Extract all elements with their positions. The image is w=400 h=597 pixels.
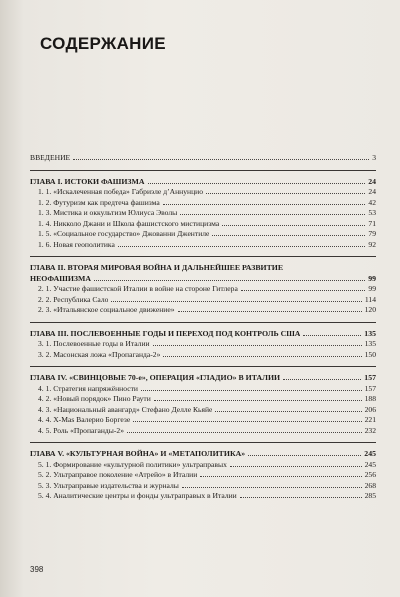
toc-entry: 4. 3. «Национальный авангард» Стефано Делле Кьяйе 206 — [38, 404, 376, 414]
table-of-contents — [30, 150, 376, 502]
toc-entry: 2. 3. «Итальянское социальное движение» 120 — [38, 305, 376, 314]
chapter-heading-line: ГЛАВА II. ВТОРАЯ МИРОВАЯ ВОЙНА И ДАЛЬНЕЙШЕЕ РАЗВИТИЕ — [30, 263, 284, 272]
toc-entry: 5. 2. Ультраправое поколение «Атрейо» в Италии 256 — [38, 470, 376, 479]
toc-entry-label: ВВЕДЕНИЕ — [30, 153, 71, 162]
bleed-through-text — [240, 18, 390, 168]
dot-leader — [73, 159, 369, 160]
divider — [30, 322, 376, 323]
toc-entry: 2. 2. Республика Сало 114 — [38, 294, 376, 304]
chapter-heading: ГЛАВА V. «КУЛЬТУРНАЯ ВОЙНА» И «МЕТАПОЛИТИКА» 245 — [30, 449, 376, 458]
divider — [30, 170, 376, 171]
dot-leader — [283, 379, 361, 380]
chapter-heading: ГЛАВА I. ИСТОКИ ФАШИЗМА 24 — [30, 176, 376, 186]
toc-entry: 5. 1. Формирование «культурной политики» ультраправых 245 — [38, 459, 376, 469]
toc-entry: 4. 1. Стратегия напряжённости 157 — [38, 383, 376, 393]
toc-entry: 1. 4. Никколо Джани и Школа фашистского мистицизма 71 — [38, 218, 376, 228]
toc-entry-intro — [30, 153, 376, 164]
toc-entry: 1. 5. «Социальное государство» Джованни Джентиле 79 — [38, 229, 376, 238]
chapter-heading: ГЛАВА III. ПОСЛЕВОЕННЫЕ ГОДЫ И ПЕРЕХОД ПОД КОНТРОЛЬ США 135 — [30, 328, 376, 338]
dot-leader — [248, 455, 361, 456]
toc-entry: 2. 1. Участие фашистской Италии в войне на стороне Гитлера 99 — [38, 284, 376, 293]
chapter-heading: НЕОФАШИЗМА 99 — [30, 273, 376, 283]
toc-entry: 1. 1. «Искалеченная победа» Габриэле д’Аннунцио 24 — [38, 187, 376, 196]
toc-entry: 1. 2. Футуризм как предтеча фашизма 42 — [38, 197, 376, 207]
toc-entry: 1. 3. Мистика и оккультизм Юлиуса Эволы 53 — [38, 208, 376, 217]
dot-leader — [303, 335, 361, 336]
toc-entry-page: 3 — [372, 153, 376, 162]
page-title: СОДЕРЖАНИЕ — [40, 34, 166, 53]
divider — [30, 256, 376, 257]
chapter-heading: ГЛАВА IV. «СВИНЦОВЫЕ 70-е», ОПЕРАЦИЯ «ГЛАДИО» В ИТАЛИИ 157 — [30, 373, 376, 382]
divider — [30, 366, 376, 367]
toc-entry: 4. 2. «Новый порядок» Пино Раути 188 — [38, 394, 376, 403]
toc-entry: 5. 4. Аналитические центры и фонды ультраправых в Италии 285 — [38, 491, 376, 500]
toc-entry: 3. 2. Масонская ложа «Пропаганда-2» 150 — [38, 349, 376, 359]
toc-entry: 4. 4. Х-Мas Валерио Боргезе 221 — [38, 415, 376, 424]
divider — [30, 442, 376, 443]
toc-entry: 5. 3. Ультраправые издательства и журналы 268 — [38, 480, 376, 490]
dot-leader — [148, 183, 366, 184]
toc-entry: 3. 1. Послевоенные годы в Италии 135 — [38, 339, 376, 348]
toc-entry: 4. 5. Роль «Пропаганды-2» 232 — [38, 425, 376, 435]
toc-entry: 1. 6. Новая геополитика 92 — [38, 239, 376, 249]
page-number: 398 — [30, 565, 44, 574]
dot-leader — [94, 280, 365, 281]
